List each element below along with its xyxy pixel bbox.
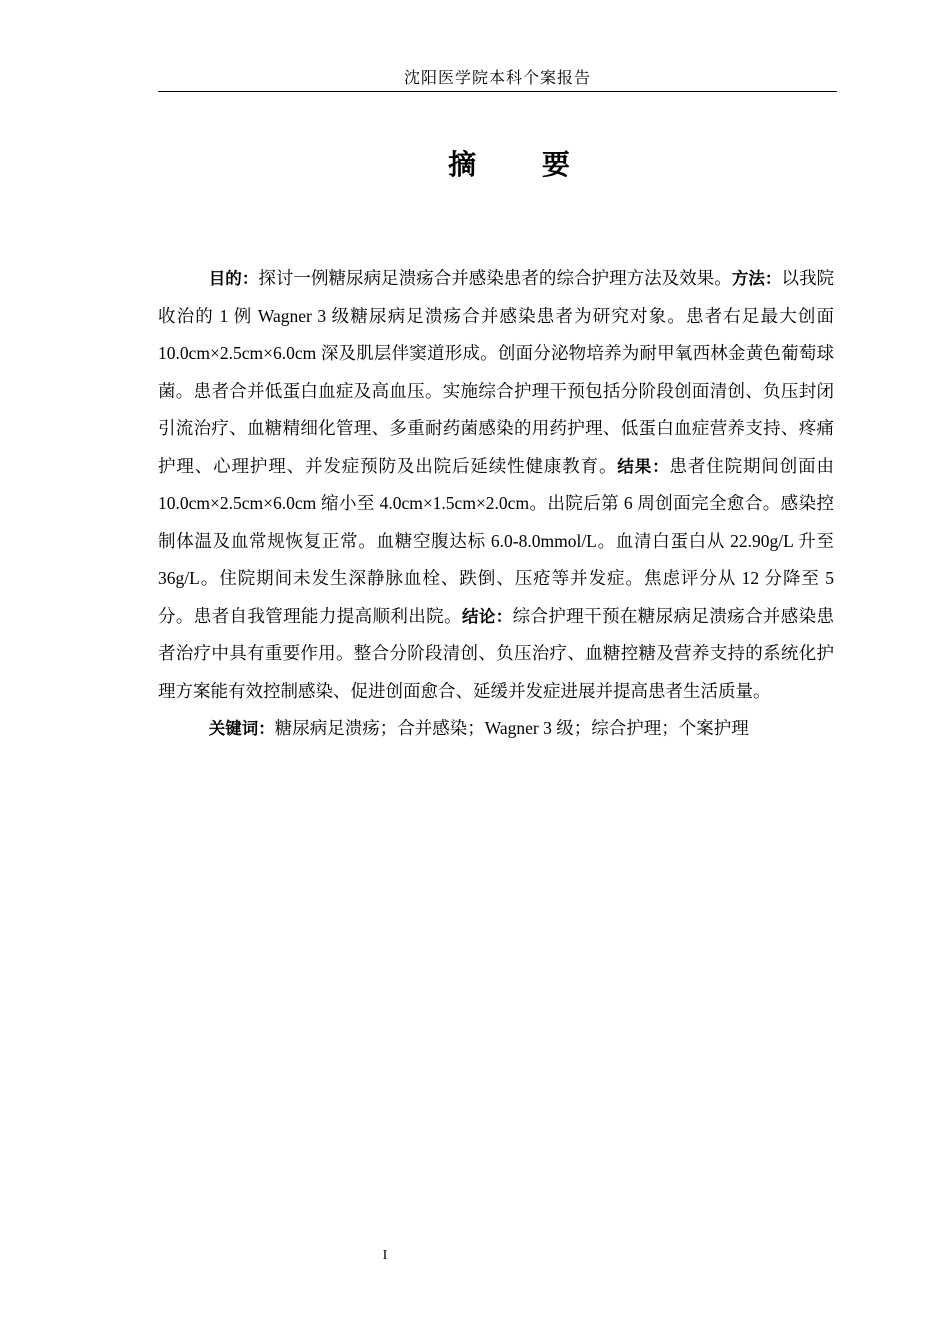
keywords-text: 糖尿病足溃疡；合并感染；Wagner 3 级；综合护理；个案护理 xyxy=(274,718,749,738)
conclusion-label: 结论： xyxy=(461,606,513,626)
running-header: 沈阳医学院本科个案报告 xyxy=(403,70,591,87)
result-text: 患者住院期间创面由 10.0cm×2.5cm×6.0cm 缩小至 4.0cm×1.5cm×2.0cm。出院后第 6 周创面完全愈合。感染控制体温及血常规恢复正常。血糖空腹达标 6.0-8.0mmol/L。血清白蛋白从 22.90g/L 升至 36g/L。住院期间未发生深静脉血栓、跌倒、压疮等并发症。焦虑评分从 12 分降至 5 分。患者自我管理能力提高顺利出院。 xyxy=(158,455,834,626)
abstract-paragraph xyxy=(158,260,834,710)
page-title: 摘 要 xyxy=(448,148,598,181)
keywords-label: 关键词： xyxy=(208,719,275,738)
method-text: 以我院收治的 1 例 Wagner 3 级糖尿病足溃疡合并感染患者为研究对象。患者右足最大创面 10.0cm×2.5cm×6.0cm 深及肌层伴窦道形成。创面分泌物培养为耐甲氧西林金黄色葡萄球菌。患者合并低蛋白血症及高血压。实施综合护理干预包括分阶段创面清创、负压封闭引流治疗、血糖精细化管理、多重耐药菌感染的用药护理、低蛋白血症营养支持、疼痛护理、心理护理、并发症预防及出院后延续性健康教育。 xyxy=(158,268,835,476)
header-rule xyxy=(158,91,837,92)
method-label: 方法： xyxy=(731,269,782,288)
page-number: I xyxy=(382,1248,388,1263)
result-label: 结果： xyxy=(617,456,670,476)
purpose-text: 探讨一例糖尿病足溃疡合并感染患者的综合护理方法及效果。 xyxy=(258,268,732,288)
abstract-body xyxy=(158,260,834,748)
conclusion-text: 综合护理干预在糖尿病足溃疡合并感染患者治疗中具有重要作用。整合分阶段清创、负压治疗、血糖控糖及营养支持的系统化护理方案能有效控制感染、促进创面愈合、延缓并发症进展并提高患者生活质量。 xyxy=(158,605,835,701)
keywords-line xyxy=(158,710,834,748)
purpose-label: 目的： xyxy=(208,269,259,288)
